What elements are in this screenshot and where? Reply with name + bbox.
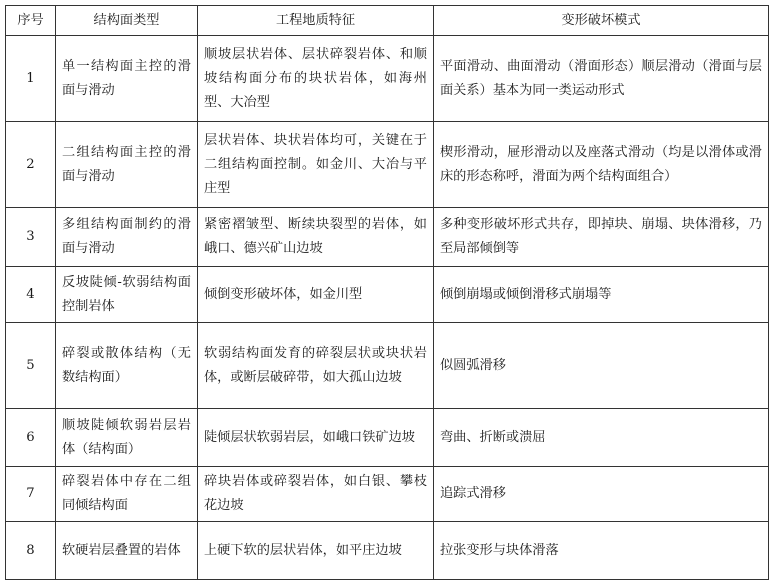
structure-type-cell: 反坡陡倾-软弱结构面控制岩体 bbox=[56, 267, 198, 323]
feature-cell: 顺坡层状岩体、层状碎裂岩体、和顺坡结构面分布的块状岩体，如海州型、大冶型 bbox=[198, 36, 434, 122]
header-row bbox=[6, 6, 769, 36]
structure-type-cell: 二组结构面主控的滑面与滑动 bbox=[56, 122, 198, 208]
structure-type-cell: 碎裂岩体中存在二组同倾结构面 bbox=[56, 467, 198, 522]
header-number: 序号 bbox=[6, 6, 56, 36]
header-failure-mode: 变形破坏模式 bbox=[434, 6, 769, 36]
feature-cell: 碎块岩体或碎裂岩体，如白银、攀枝花边坡 bbox=[198, 467, 434, 522]
table-row bbox=[6, 208, 769, 267]
row-number: 7 bbox=[6, 467, 56, 522]
row-number: 1 bbox=[6, 36, 56, 122]
feature-cell: 紧密褶皱型、断续块裂型的岩体，如峨口、德兴矿山边坡 bbox=[198, 208, 434, 267]
feature-cell: 层状岩体、块状岩体均可，关键在于二组结构面控制。如金川、大冶与平庄型 bbox=[198, 122, 434, 208]
failure-mode-cell: 楔形滑动，屉形滑动以及座落式滑动（均是以滑体或滑床的形态称呼，滑面为两个结构面组合） bbox=[434, 122, 769, 208]
row-number: 2 bbox=[6, 122, 56, 208]
failure-mode-cell: 似圆弧滑移 bbox=[434, 323, 769, 409]
row-number: 5 bbox=[6, 323, 56, 409]
feature-cell: 陡倾层状软弱岩层，如峨口铁矿边坡 bbox=[198, 409, 434, 467]
feature-cell: 软弱结构面发育的碎裂层状或块状岩体，或断层破碎带，如大孤山边坡 bbox=[198, 323, 434, 409]
row-number: 8 bbox=[6, 522, 56, 580]
row-number: 6 bbox=[6, 409, 56, 467]
failure-mode-table bbox=[5, 5, 769, 580]
structure-type-cell: 碎裂或散体结构（无数结构面） bbox=[56, 323, 198, 409]
table-row bbox=[6, 409, 769, 467]
header-structure-type: 结构面类型 bbox=[56, 6, 198, 36]
row-number: 3 bbox=[6, 208, 56, 267]
structure-type-cell: 顺坡陡倾软弱岩层岩体（结构面） bbox=[56, 409, 198, 467]
failure-mode-cell: 多种变形破坏形式共存，即掉块、崩塌、块体滑移，乃至局部倾倒等 bbox=[434, 208, 769, 267]
table-row bbox=[6, 267, 769, 323]
table-row bbox=[6, 467, 769, 522]
structure-type-cell: 多组结构面制约的滑面与滑动 bbox=[56, 208, 198, 267]
table-row bbox=[6, 36, 769, 122]
failure-mode-cell: 弯曲、折断或溃屈 bbox=[434, 409, 769, 467]
structure-type-cell: 单一结构面主控的滑面与滑动 bbox=[56, 36, 198, 122]
header-engineering-features: 工程地质特征 bbox=[198, 6, 434, 36]
failure-mode-cell: 倾倒崩塌或倾倒滑移式崩塌等 bbox=[434, 267, 769, 323]
feature-cell: 上硬下软的层状岩体，如平庄边坡 bbox=[198, 522, 434, 580]
table-row bbox=[6, 323, 769, 409]
failure-mode-cell: 拉张变形与块体滑落 bbox=[434, 522, 769, 580]
table-row bbox=[6, 522, 769, 580]
failure-mode-cell: 追踪式滑移 bbox=[434, 467, 769, 522]
structure-type-cell: 软硬岩层叠置的岩体 bbox=[56, 522, 198, 580]
table-row bbox=[6, 122, 769, 208]
row-number: 4 bbox=[6, 267, 56, 323]
failure-mode-cell: 平面滑动、曲面滑动（滑面形态）顺层滑动（滑面与层面关系）基本为同一类运动形式 bbox=[434, 36, 769, 122]
feature-cell: 倾倒变形破坏体，如金川型 bbox=[198, 267, 434, 323]
